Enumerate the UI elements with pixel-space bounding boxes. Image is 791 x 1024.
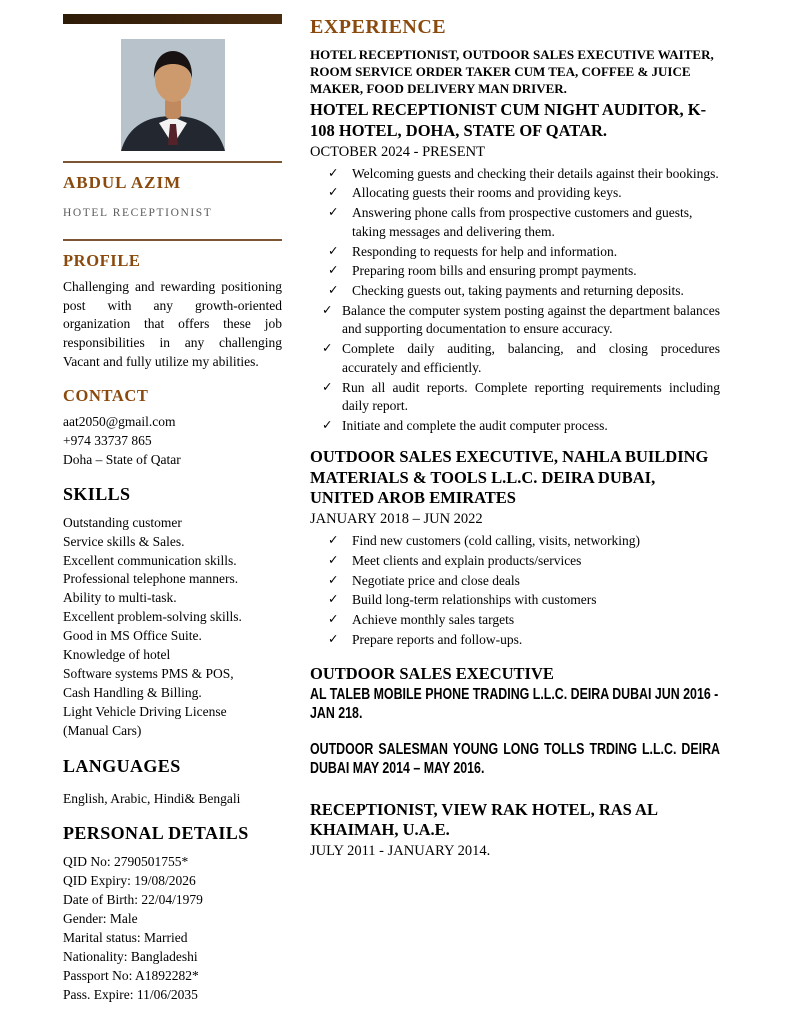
contact-list <box>63 413 282 470</box>
personal-detail: Nationality: Bangladeshi <box>63 948 198 964</box>
job-bullet-list <box>310 165 720 436</box>
job-bullet <box>310 591 720 609</box>
job-bullet <box>310 302 720 339</box>
contact-email: aat2050@gmail.com <box>63 414 176 430</box>
experience-summary: HOTEL RECEPTIONIST, OUTDOOR SALES EXECUTIVE WAITER, ROOM SERVICE ORDER TAKER CUM TEA, COFFEE & JUICE MAKER, FOOD DELIVERY MAN DRIVER. <box>310 47 714 97</box>
job-subtitle: AL TALEB MOBILE PHONE TRADING L.L.C. DEIRA DUBAI JUN 2016 -JAN 218. <box>310 686 719 723</box>
check-icon: ✓ <box>322 379 333 394</box>
bullet-text: Find new customers (cold calling, visits, networking) <box>352 532 640 548</box>
profile-text: Challenging and rewarding positioning post with any growth-oriented organization that offers these job responsibilities in any challenging Vacant and fully utilize my abilities. <box>63 279 282 369</box>
bullet-text: Complete daily auditing, balancing, and closing procedures accurately and efficiently. <box>342 341 720 375</box>
check-icon: ✓ <box>328 572 339 587</box>
check-icon: ✓ <box>328 592 339 607</box>
check-icon: ✓ <box>328 243 339 258</box>
bullet-text: Allocating guests their rooms and providing keys. <box>352 185 622 201</box>
job-bullet <box>310 262 720 280</box>
skill-item: Light Vehicle Driving License <box>63 703 227 719</box>
profile-heading: PROFILE <box>63 251 141 270</box>
candidate-role: HOTEL RECEPTIONIST <box>63 207 213 219</box>
experience-heading: EXPERIENCE <box>310 16 447 38</box>
check-icon: ✓ <box>328 632 339 647</box>
personal-detail: Marital status: Married <box>63 930 188 946</box>
skill-item: Excellent communication skills. <box>63 552 237 568</box>
bullet-text: Balance the computer system posting against the department balances and supporting documentation to ensure accuracy. <box>342 303 720 337</box>
personal-details-heading: PERSONAL DETAILS <box>63 823 249 844</box>
check-icon: ✓ <box>322 417 333 432</box>
personal-detail: Gender: Male <box>63 911 138 927</box>
skill-item: Ability to multi-task. <box>63 590 177 606</box>
personal-detail: Passport No: A1892282* <box>63 967 199 983</box>
job-bullet <box>310 379 720 416</box>
skill-item: Software systems PMS & POS, <box>63 665 234 681</box>
job-bullet <box>310 340 720 377</box>
job-bullet <box>310 532 720 550</box>
skill-item: Knowledge of hotel <box>63 647 171 663</box>
check-icon: ✓ <box>328 552 339 567</box>
bullet-text: Negotiate price and close deals <box>352 572 520 588</box>
job-bullet <box>310 184 720 202</box>
job-bullet <box>310 417 720 435</box>
contact-phone: +974 33737 865 <box>63 433 152 449</box>
job-bullet <box>310 572 720 590</box>
job-title: OUTDOOR SALES EXECUTIVE, NAHLA BUILDING MATERIALS & TOOLS L.L.C. DEIRA DUBAI, UNITED AROB EMIRATES <box>310 447 709 508</box>
skill-item: Excellent problem-solving skills. <box>63 609 242 625</box>
languages-text: English, Arabic, Hindi& Bengali <box>63 791 241 807</box>
personal-detail: Date of Birth: 22/04/1979 <box>63 892 203 908</box>
check-icon: ✓ <box>328 612 339 627</box>
check-icon: ✓ <box>328 185 339 200</box>
job-bullet <box>310 204 720 241</box>
check-icon: ✓ <box>328 263 339 278</box>
bullet-text: Preparing room bills and ensuring prompt payments. <box>352 263 637 279</box>
check-icon: ✓ <box>322 303 333 318</box>
skill-item: Cash Handling & Billing. <box>63 684 202 700</box>
job-entry <box>310 740 720 779</box>
skill-item: Service skills & Sales. <box>63 533 185 549</box>
job-title: HOTEL RECEPTIONIST CUM NIGHT AUDITOR, K-108 HOTEL, DOHA, STATE OF QATAR. <box>310 100 707 141</box>
skills-list <box>63 514 282 741</box>
check-icon: ✓ <box>328 532 339 547</box>
skill-item: (Manual Cars) <box>63 722 142 738</box>
check-icon: ✓ <box>328 283 339 298</box>
job-bullet <box>310 165 720 183</box>
skill-item: Outstanding customer <box>63 514 182 530</box>
candidate-name: ABDUL AZIM <box>63 173 182 192</box>
skill-item: Good in MS Office Suite. <box>63 628 202 644</box>
job-bullet <box>310 552 720 570</box>
job-bullet-list <box>310 532 720 650</box>
left-column <box>63 0 282 1024</box>
job-entry <box>310 100 720 435</box>
job-date: OCTOBER 2024 - PRESENT <box>310 143 485 160</box>
bullet-text: Initiate and complete the audit computer process. <box>342 417 608 433</box>
header-accent-bar <box>63 14 282 24</box>
job-entry <box>310 664 720 723</box>
personal-detail: QID No: 2790501755* <box>63 854 189 870</box>
personal-detail: Pass. Expire: 11/06/2035 <box>63 986 198 1002</box>
bullet-text: Meet clients and explain products/services <box>352 552 582 568</box>
bullet-text: Answering phone calls from prospective customers and guests, taking messages and delivering them. <box>352 205 693 239</box>
bullet-text: Checking guests out, taking payments and returning deposits. <box>352 283 684 299</box>
job-entry <box>310 447 720 649</box>
job-subtitle: OUTDOOR SALESMAN YOUNG LONG TOLLS TRDING L.L.C. DEIRA DUBAI MAY 2014 – MAY 2016. <box>310 740 720 778</box>
bullet-text: Responding to requests for help and information. <box>352 243 618 259</box>
personal-details-list <box>63 853 282 1004</box>
profile-photo <box>121 39 225 151</box>
name-divider <box>63 161 282 163</box>
check-icon: ✓ <box>328 165 339 180</box>
right-column <box>310 0 720 1024</box>
skill-item: Professional telephone manners. <box>63 571 239 587</box>
job-title: OUTDOOR SALES EXECUTIVE <box>310 664 554 684</box>
personal-detail: QID Expiry: 19/08/2026 <box>63 873 196 889</box>
job-bullet <box>310 282 720 300</box>
bullet-text: Run all audit reports. Complete reporting requirements including daily report. <box>342 379 720 413</box>
bullet-text: Achieve monthly sales targets <box>352 612 515 628</box>
profile-divider <box>63 239 282 241</box>
job-bullet <box>310 611 720 629</box>
portrait-photo-placeholder <box>121 39 225 151</box>
contact-heading: CONTACT <box>63 386 149 406</box>
languages-heading: LANGUAGES <box>63 756 181 777</box>
job-title: RECEPTIONIST, VIEW RAK HOTEL, RAS AL KHAIMAH, U.A.E. <box>310 799 658 840</box>
contact-location: Doha – State of Qatar <box>63 451 181 467</box>
job-date: JANUARY 2018 – JUN 2022 <box>310 510 483 527</box>
bullet-text: Build long-term relationships with customers <box>352 592 597 608</box>
skills-heading: SKILLS <box>63 483 131 504</box>
check-icon: ✓ <box>328 205 339 220</box>
job-bullet <box>310 243 720 261</box>
job-date: JULY 2011 - JANUARY 2014. <box>310 842 491 859</box>
check-icon: ✓ <box>322 341 333 356</box>
job-entry <box>310 800 720 861</box>
job-bullet <box>310 631 720 649</box>
bullet-text: Welcoming guests and checking their details against their bookings. <box>352 165 719 181</box>
bullet-text: Prepare reports and follow-ups. <box>352 632 523 648</box>
